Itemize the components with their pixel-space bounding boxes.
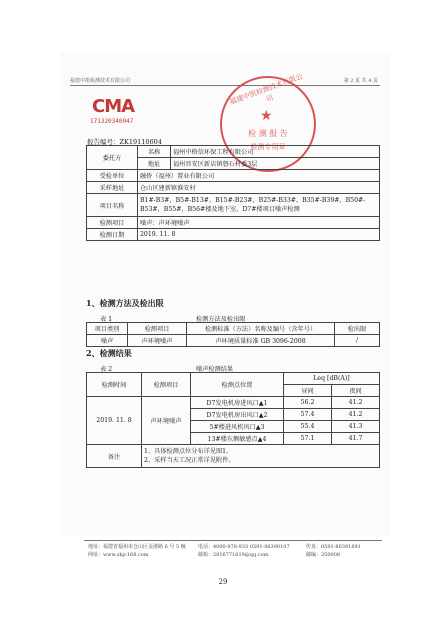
test-items: 噪声：声环境噪声 — [138, 217, 380, 229]
footer-divider — [84, 540, 382, 541]
footer-zip: 邮编：350008 — [306, 552, 341, 558]
table-row — [87, 182, 380, 194]
th-time: 检测时间 — [87, 373, 142, 397]
inspected-unit: 融侨（福州）置业有限公司 — [138, 170, 380, 182]
notes-label: 备注 — [87, 445, 142, 468]
th-limit: 检出限 — [335, 323, 380, 335]
client-address: 福州晋安区新店镇磐石村委3层 — [171, 158, 380, 170]
table-row — [87, 397, 380, 409]
cell-standard: 声环境质量标准 GB 3096-2008 — [187, 335, 335, 347]
cell-point: 13#楼东侧敏感点▲4 — [191, 433, 284, 445]
th-leq: Leq [dB(A)] — [284, 373, 380, 385]
table-row — [87, 170, 380, 182]
inspected-label: 受检单位 — [87, 170, 138, 182]
sampling-address: 仓山区建新镇淮安村 — [138, 182, 380, 194]
table-row — [87, 194, 380, 217]
note-line: 2、采样当天工况正常详见附件。 — [144, 457, 235, 464]
cell-day: 57.4 — [284, 409, 332, 421]
method-table — [86, 322, 380, 347]
cell-day: 56.2 — [284, 397, 332, 409]
table-row — [87, 217, 380, 229]
table-row — [87, 146, 380, 158]
footer-web: 网址：www.zkjc168.com — [88, 552, 149, 558]
table2-caption-left: 表 2 — [100, 366, 113, 373]
seal-middle-text: 检 测 报 告 — [248, 129, 288, 138]
test-items-label: 检测项目 — [87, 217, 138, 229]
seal-star-icon: ★ — [260, 108, 273, 124]
th-night: 夜间 — [332, 385, 380, 397]
sampling-label: 采样地址 — [87, 182, 138, 194]
address-label: 地址 — [138, 158, 171, 170]
seal-top-text: 福建中凯检测技术有限公司 — [228, 72, 304, 107]
section1-title: 1、检测方法及检出限 — [86, 298, 164, 308]
table1-caption-left: 表 1 — [100, 316, 113, 323]
note-line: 1、具体检测点位分布详见图1。 — [144, 448, 233, 455]
th-day: 昼间 — [284, 385, 332, 397]
th-test-item: 检测项目 — [142, 373, 191, 397]
info-table — [86, 145, 380, 241]
report-page — [60, 52, 390, 558]
cell-point: D7发电机房进风口▲1 — [191, 397, 284, 409]
cell-night: 41.7 — [332, 433, 380, 445]
report-number: 报告编号：ZK19110604 — [87, 138, 162, 146]
th-category: 项目类别 — [87, 323, 128, 335]
name-label: 名称 — [138, 146, 171, 158]
test-date: 2019. 11. 8 — [138, 229, 380, 241]
seal-bottom-text: 检测专用章 — [250, 143, 286, 151]
cell-test-item: 声环境噪声 — [142, 397, 191, 445]
footer-email: 邮箱：2816771619@qq.com — [198, 552, 269, 558]
items-label: 项目名称 — [87, 194, 138, 217]
date-label: 检测日期 — [87, 229, 138, 241]
table1-caption: 检测方法及检出限 — [196, 316, 246, 323]
cell-time: 2019. 11. 8 — [87, 397, 142, 445]
cma-logo: CMA — [92, 96, 135, 117]
section2-title: 2、检测结果 — [86, 348, 132, 358]
client-label: 委托方 — [87, 146, 138, 170]
th-point: 检测点位置 — [191, 373, 284, 397]
cell-day: 57.1 — [284, 433, 332, 445]
cell-night: 41.3 — [332, 421, 380, 433]
client-name: 福州中格信环保工程有限公司 — [171, 146, 380, 158]
footer-address: 地址：福建省福州市仓山区金港路 6 号 5 幢 — [88, 544, 186, 550]
notes-cell — [142, 445, 380, 468]
header-divider — [70, 85, 380, 86]
th-item: 检测项目 — [128, 323, 187, 335]
footer-fax: 传真：0591-86391891 — [306, 544, 361, 550]
table-row — [87, 373, 380, 385]
header-page: 第 2 页 共 4 页 — [343, 78, 378, 84]
cell-day: 55.4 — [284, 421, 332, 433]
table-row — [87, 323, 380, 335]
cell-category: 噪声 — [87, 335, 128, 347]
cell-night: 41.2 — [332, 397, 380, 409]
table2-caption: 噪声检测结果 — [196, 366, 234, 373]
table-row — [87, 229, 380, 241]
table-row — [87, 445, 380, 468]
cma-number: 171320340047 — [90, 118, 134, 125]
cell-night: 41.2 — [332, 409, 380, 421]
cell-point: D7发电机房出风口▲2 — [191, 409, 284, 421]
cell-point: 5#楼进风机风口▲3 — [191, 421, 284, 433]
th-standard: 检测标准（方法）名称及编号（含年号） — [187, 323, 335, 335]
project-name: B1#-B3#，B5#-B13#，B15#-B23#，B25#-B33#，B35#-B39#，B50#-B53#，B55#，B56#楼及地下室，D7#楼项目噪声检测 — [138, 194, 380, 217]
cell-item: 声环境噪声 — [128, 335, 187, 347]
results-table — [86, 372, 380, 468]
page-number: 29 — [218, 578, 228, 586]
table-row — [87, 335, 380, 347]
header-company: 福建中凯检测技术有限公司 — [70, 78, 131, 84]
footer-phone: 电话：4000-978-933 0591-86390107 — [198, 544, 290, 550]
cell-limit: / — [335, 335, 380, 347]
